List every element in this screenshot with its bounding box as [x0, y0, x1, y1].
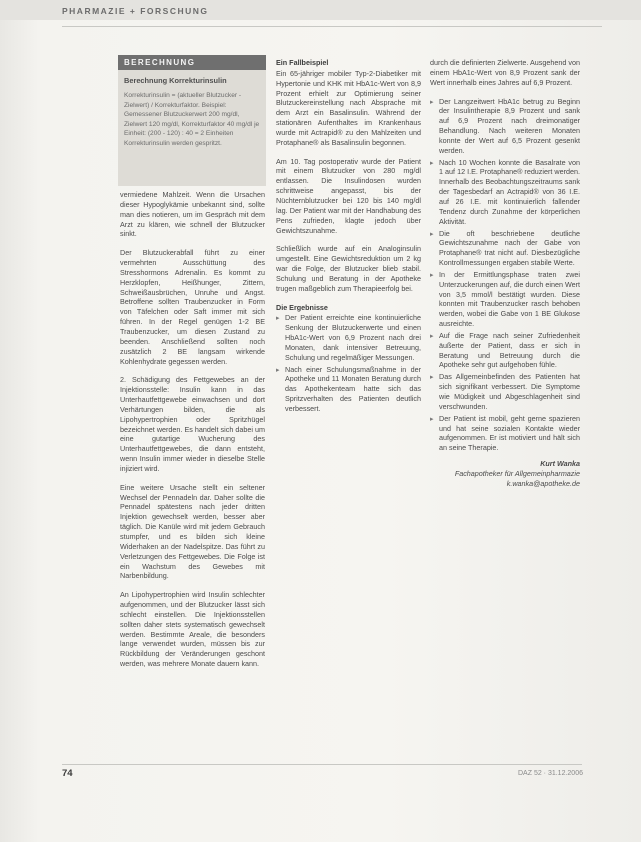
- column-3: [430, 58, 580, 489]
- header-rule: [62, 26, 602, 27]
- finding-item: ▸ Die oft beschriebene deutliche Gewichtszunahme nach der Gabe von Protaphane® trat nicht auf. Diesbezügliche Kontrollmessungen ergaben stabile Werte.: [430, 229, 580, 268]
- case-paragraph: Ein 65-jähriger mobiler Typ-2-Diabetiker mit Hypertonie und KHK mit HbA1c-Wert von 8,9 Prozent erhielt zur Optimierung seiner Blutzuckereinstellung nach Absprache mit dem Arzt ein Basalinsulin. Während der stationären Aufenthaltes im Krankenhaus wurde mit Actrapid® zu den Mahlzeiten und Protaphane® als Basalinsulin begonnen.: [276, 68, 421, 147]
- findings-list: [430, 97, 580, 454]
- col1-paragraph: vermiedene Mahlzeit. Wenn die Ursachen dieser Hypoglykämie unbekannt sind, sollte man dies notieren, um im Gespräch mit dem Arzt zu klären, wie schnell der Blutzucker sinkt.: [120, 190, 265, 239]
- issue-label: DAZ 52 · 31.12.2006: [518, 770, 583, 777]
- col1-paragraph: Der Blutzuckerabfall führt zu einer vermehrten Ausschüttung des Stresshormons Adrenalin. Es kommt zu Herzklopfen, Heißhunger, Zittern, Schweißausbrüchen, Unruhe und Angst. Betroffene sollten Traubenzucker in Form von Täfelchen oder Saft immer mit sich führen. In der Regel genügen 1-2 BE Traubenzucker, um diesen Zustand zu beenden. Anschließend sollten noch zusätzlich 2 BE langsam wirkende Kohlenhydrate gegessen werden.: [120, 248, 265, 366]
- box-heading: BERECHNUNG: [118, 55, 266, 70]
- finding-item: ▸ Der Patient ist mobil, geht gerne spazieren und hat seine sozialen Kontakte wieder aufgenommen. Er ist motiviert und hält sich an seine Therapie.: [430, 414, 580, 453]
- column-1: [120, 190, 265, 678]
- section-title: PHARMAZIE + FORSCHUNG: [62, 6, 209, 16]
- col1-paragraph: An Lipohypertrophien wird Insulin schlechter aufgenommen, und der Blutzucker lässt sich schlecht einstellen. Die Injektionsstellen sollten daher stets systematisch gewechselt werden. Bestimmte Areale, die besonders lange verwendet wurden, müssen bis zur Rückbildung der Veränderungen geschont werden, was mehrere Monate dauern kann.: [120, 590, 265, 669]
- case-paragraph: Am 10. Tag postoperativ wurde der Patient mit einem Blutzucker von 280 mg/dl entlassen. Die Insulindosen wurden schrittweise angepasst, bis der Nüchternblutzucker bei 120 bis 140 mg/dl lag. Der Patient war mit der Handhabung des Pens zufrieden, klagte jedoch über Gewichtszunahme.: [276, 156, 421, 235]
- col1-paragraph: Eine weitere Ursache stellt ein seltener Wechsel der Pennadeln dar. Daher sollte die Pennadel spätestens nach jeder dritten Injektion gewechselt werden, besser aber täglich. Die Kanüle wird mit jedem Gebrauch stumpfer, und es bilden sich kleine Widerhaken an der Nadelspitze. Das führt zu Verletzungen des Fettgewebes. Die Folge ist ein Wachstum des Gewebes mit Narbenbildung.: [120, 482, 265, 581]
- result-item: ▸ Der Patient erreichte eine kontinuierliche Senkung der Blutzuckerwerte und einen HbA1c-Wert von 6,9 Prozent nach drei Monaten, dank intensiver Betreuung, Schulung und regelmäßiger Messungen.: [276, 313, 421, 362]
- finding-item: ▸ Das Allgemeinbefinden des Patienten hat sich signifikant verbessert. Die Symptome wie Müdigkeit und Abgeschlagenheit sind verschwunden.: [430, 372, 580, 411]
- box-text: Korrekturinsulin = (aktueller Blutzucker - Zielwert) / Korrekturfaktor. Beispiel: Gemessener Blutzuckerwert 200 mg/dl, Zielwert 120 mg/dl, Korrekturfaktor 40 mg/dl je Einheit: (200 - 120) : 40 = 2 Einheiten Korrekturinsulin werden gespritzt.: [124, 92, 260, 147]
- author-role: Fachapotheker für Allgemeinpharmazie: [454, 468, 580, 478]
- page-number: 74: [62, 768, 73, 779]
- results-list: [276, 313, 421, 413]
- col3-intro: durch die definierten Zielwerte. Ausgehend von einem HbA1c-Wert von 8,9 Prozent sank der Wert innerhalb eines Jahres auf 6,9 Prozent.: [430, 58, 580, 87]
- results-heading: Die Ergebnisse: [276, 302, 328, 312]
- calculation-box: [118, 55, 266, 186]
- finding-item: ▸ Nach 10 Wochen konnte die Basalrate von 1 auf 12 I.E. Protaphane® reduziert werden. Innerhalb des Beobachtungszeitraums sank der Tagesbedarf an Actrapid® von 36 I.E. auf 26 I.E. mit kontinuierlich fallender Tendenz durch Zunahme der körperlichen Aktivität.: [430, 158, 580, 227]
- col1-paragraph: 2. Schädigung des Fettgewebes an der Injektionsstelle: Insulin kann in das Unterhautfettgewebe einwachsen und dort Verhärtungen bilden, die als Lipohypertrophien oder Spritzhügel bezeichnet werden. Es handelt sich dabei um eine gutartige Wucherung des Unterhautfettgewebes, die dann entsteht, wenn Insulin immer wieder in dieselbe Stelle injiziert wird.: [120, 375, 265, 473]
- box-subheading: Berechnung Korrekturinsulin: [124, 76, 227, 85]
- finding-item: ▸ Der Langzeitwert HbA1c betrug zu Beginn der Insulintherapie 8,9 Prozent und sank auf 6,9 Prozent nach dreimonatiger Behandlung. Nach weiteren Monaten konnte der Wert auf 6,5 Prozent gesenkt werden.: [430, 97, 580, 156]
- author-email: k.wanka@apotheke.de: [506, 478, 580, 488]
- column-2: [276, 58, 421, 420]
- author-name: Kurt Wanka: [540, 459, 580, 469]
- author-block: [430, 459, 580, 489]
- case-paragraph: Schließlich wurde auf ein Analoginsulin umgestellt. Eine Gewichtsreduktion um 2 kg war die Folge, der Blutzucker blieb stabil. Schulung und Beratung in der Apotheke trugen maßgeblich zum Therapieerfolg bei.: [276, 244, 421, 293]
- finding-item: ▸ Auf die Frage nach seiner Zufriedenheit äußerte der Patient, dass er sich in Beratung und Betreuung durch die Apotheke sehr gut aufgehoben fühle.: [430, 331, 580, 370]
- footer-rule: [62, 764, 582, 765]
- finding-item: ▸ In der Ermittlungsphase traten zwei Unterzuckerungen auf, die durch einen Wert von 3,5 mmol/l bestätigt wurden. Diese konnten mit Traubenzucker rasch behoben werden, wobei die Gabe von 1 BE Glukose ausreichte.: [430, 270, 580, 329]
- case-heading: Ein Fallbeispiel: [276, 58, 329, 67]
- result-item: ▸ Nach einer Schulungsmaßnahme in der Apotheke und 11 Monaten Beratung durch das Apothekenteam hatte sich das Spritzverhalten des Patienten deutlich verbessert.: [276, 365, 421, 414]
